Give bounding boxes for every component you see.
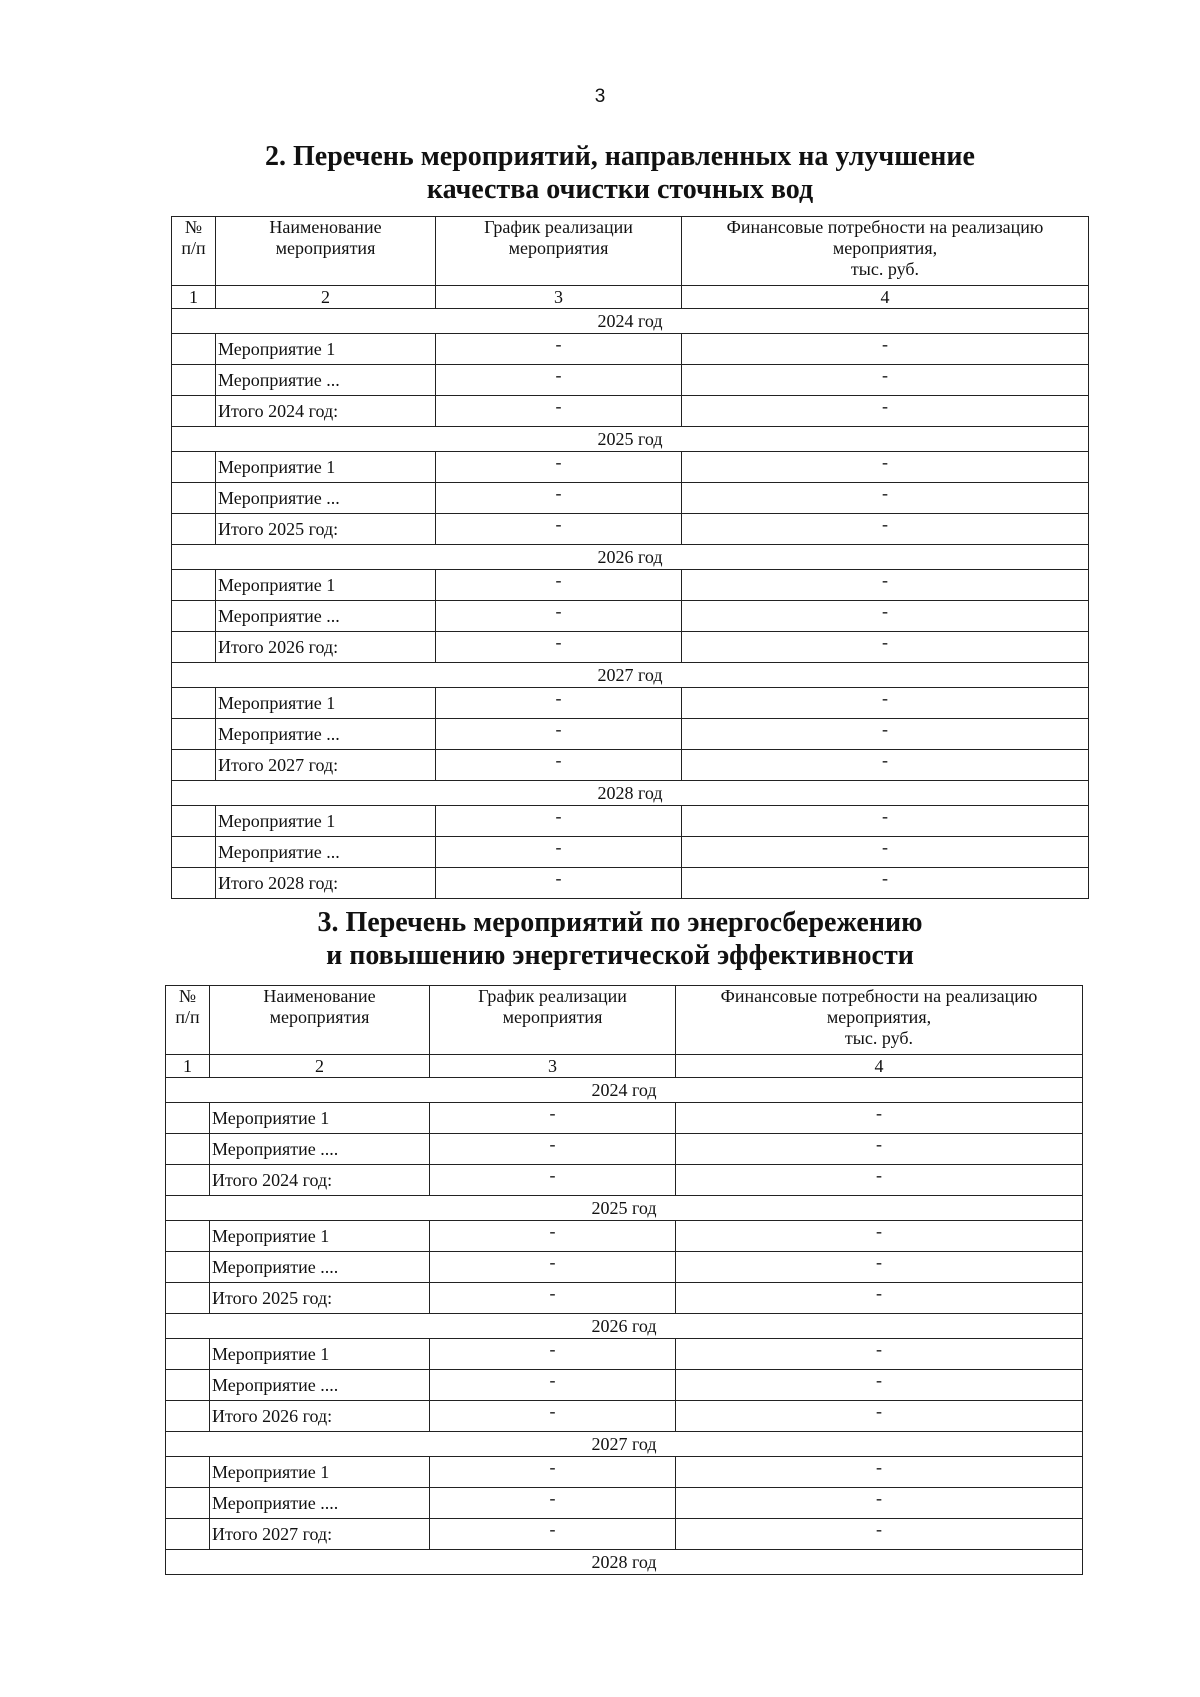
column-header-line: мероприятия,	[832, 238, 938, 258]
column-header-line: п/п	[181, 238, 206, 258]
table-row	[166, 1134, 1083, 1165]
measure-name: Мероприятие ...	[216, 483, 436, 514]
measure-name: Мероприятие 1	[216, 806, 436, 837]
row-number	[172, 601, 216, 632]
table-row	[172, 601, 1089, 632]
schedule-value: -	[436, 688, 682, 719]
row-number	[172, 868, 216, 899]
column-header-line: мероприятия	[502, 1007, 603, 1027]
measure-name: Мероприятие 1	[210, 1103, 430, 1134]
column-number: 2	[210, 1055, 430, 1078]
finance-value: -	[676, 1252, 1083, 1283]
column-header-line: Наименование	[269, 217, 382, 237]
column-number: 2	[216, 286, 436, 309]
table-row	[172, 750, 1089, 781]
finance-value: -	[676, 1401, 1083, 1432]
finance-value: -	[676, 1283, 1083, 1314]
section-3-table	[165, 985, 1083, 1575]
row-number	[172, 806, 216, 837]
column-header-line: тыс. руб.	[844, 1028, 914, 1048]
row-number	[166, 1488, 210, 1519]
column-header	[166, 986, 210, 1055]
schedule-value: -	[430, 1401, 676, 1432]
column-header-line: График реализации	[478, 986, 627, 1006]
measure-name: Мероприятие ...	[216, 601, 436, 632]
finance-value: -	[676, 1221, 1083, 1252]
table-row	[166, 1370, 1083, 1401]
measure-name: Итого 2028 год:	[216, 868, 436, 899]
year-label: 2026 год	[166, 1314, 1083, 1339]
section-2-title-line-1: 2. Перечень мероприятий, направленных на улучшение	[265, 141, 975, 172]
table-row	[166, 1103, 1083, 1134]
year-label: 2024 год	[166, 1078, 1083, 1103]
section-3-title-line-2: и повышению энергетической эффективности	[326, 940, 914, 971]
measure-name: Мероприятие 1	[210, 1457, 430, 1488]
column-header-line: График реализации	[484, 217, 633, 237]
row-number	[172, 452, 216, 483]
schedule-value: -	[430, 1103, 676, 1134]
finance-value: -	[676, 1165, 1083, 1196]
finance-value: -	[676, 1103, 1083, 1134]
measure-name: Мероприятие ....	[210, 1134, 430, 1165]
column-header-line: мероприятия	[269, 1007, 370, 1027]
row-number	[166, 1339, 210, 1370]
finance-value: -	[682, 750, 1089, 781]
year-row	[166, 1196, 1083, 1221]
year-row	[172, 663, 1089, 688]
measure-name: Итого 2026 год:	[216, 632, 436, 663]
row-number	[172, 750, 216, 781]
year-label: 2026 год	[172, 545, 1089, 570]
section-2-title-line-2: качества очистки сточных вод	[426, 174, 814, 205]
section-3-title-line-1: 3. Перечень мероприятий по энергосбережению	[317, 907, 923, 938]
column-number: 3	[430, 1055, 676, 1078]
column-number: 1	[172, 286, 216, 309]
year-label: 2025 год	[166, 1196, 1083, 1221]
table-row	[166, 1252, 1083, 1283]
schedule-value: -	[436, 483, 682, 514]
finance-value: -	[682, 483, 1089, 514]
schedule-value: -	[430, 1165, 676, 1196]
row-number	[172, 719, 216, 750]
row-number	[172, 483, 216, 514]
schedule-value: -	[436, 719, 682, 750]
measure-name: Мероприятие ....	[210, 1252, 430, 1283]
schedule-value: -	[436, 632, 682, 663]
column-header-line: Финансовые потребности на реализацию	[720, 986, 1038, 1006]
row-number	[172, 570, 216, 601]
column-number: 1	[166, 1055, 210, 1078]
measure-name: Мероприятие 1	[216, 570, 436, 601]
schedule-value: -	[430, 1519, 676, 1550]
finance-value: -	[676, 1339, 1083, 1370]
measure-name: Итого 2027 год:	[216, 750, 436, 781]
table-row	[166, 1488, 1083, 1519]
year-row	[172, 309, 1089, 334]
row-number	[166, 1370, 210, 1401]
column-number: 4	[676, 1055, 1083, 1078]
year-label: 2028 год	[166, 1550, 1083, 1575]
schedule-value: -	[430, 1221, 676, 1252]
schedule-value: -	[430, 1370, 676, 1401]
finance-value: -	[682, 719, 1089, 750]
schedule-value: -	[436, 601, 682, 632]
row-number	[172, 365, 216, 396]
table-row	[172, 514, 1089, 545]
column-header	[216, 217, 436, 286]
row-number	[166, 1519, 210, 1550]
schedule-value: -	[436, 868, 682, 899]
table-row	[166, 1339, 1083, 1370]
table-row	[166, 1401, 1083, 1432]
year-row	[166, 1078, 1083, 1103]
column-header-line: мероприятия	[275, 238, 376, 258]
finance-value: -	[682, 688, 1089, 719]
row-number	[172, 514, 216, 545]
finance-value: -	[682, 837, 1089, 868]
table-row	[172, 483, 1089, 514]
finance-value: -	[676, 1134, 1083, 1165]
table-row	[172, 688, 1089, 719]
table-row	[166, 1165, 1083, 1196]
measure-name: Мероприятие 1	[210, 1339, 430, 1370]
measure-name: Итого 2027 год:	[210, 1519, 430, 1550]
measure-name: Мероприятие ....	[210, 1488, 430, 1519]
table-row	[172, 837, 1089, 868]
row-number	[166, 1103, 210, 1134]
column-number: 3	[436, 286, 682, 309]
table-row	[172, 570, 1089, 601]
finance-value: -	[682, 806, 1089, 837]
row-number	[166, 1252, 210, 1283]
row-number	[166, 1457, 210, 1488]
column-number-row	[172, 286, 1089, 309]
column-number-row	[166, 1055, 1083, 1078]
table-row	[172, 365, 1089, 396]
finance-value: -	[682, 396, 1089, 427]
finance-value: -	[682, 452, 1089, 483]
finance-value: -	[676, 1519, 1083, 1550]
table-row	[172, 334, 1089, 365]
row-number	[172, 632, 216, 663]
header-row	[172, 217, 1089, 286]
year-label: 2027 год	[166, 1432, 1083, 1457]
measure-name: Итого 2025 год:	[210, 1283, 430, 1314]
table-row	[166, 1457, 1083, 1488]
schedule-value: -	[430, 1339, 676, 1370]
section-2-table	[171, 216, 1089, 899]
schedule-value: -	[430, 1488, 676, 1519]
schedule-value: -	[436, 806, 682, 837]
measure-name: Итого 2026 год:	[210, 1401, 430, 1432]
header-row	[166, 986, 1083, 1055]
row-number	[172, 837, 216, 868]
finance-value: -	[682, 365, 1089, 396]
finance-value: -	[682, 514, 1089, 545]
row-number	[166, 1401, 210, 1432]
measure-name: Мероприятие 1	[216, 452, 436, 483]
column-header	[436, 217, 682, 286]
measure-name: Мероприятие 1	[216, 334, 436, 365]
year-row	[166, 1550, 1083, 1575]
measure-name: Мероприятие ...	[216, 837, 436, 868]
row-number	[166, 1165, 210, 1196]
row-number	[172, 334, 216, 365]
row-number	[166, 1134, 210, 1165]
schedule-value: -	[430, 1252, 676, 1283]
column-header	[430, 986, 676, 1055]
finance-value: -	[682, 570, 1089, 601]
column-header-line: мероприятия,	[826, 1007, 932, 1027]
finance-value: -	[682, 601, 1089, 632]
schedule-value: -	[436, 334, 682, 365]
table-row	[172, 452, 1089, 483]
schedule-value: -	[436, 452, 682, 483]
column-number: 4	[682, 286, 1089, 309]
column-header	[172, 217, 216, 286]
measure-name: Мероприятие ...	[216, 719, 436, 750]
year-label: 2027 год	[172, 663, 1089, 688]
year-row	[166, 1314, 1083, 1339]
finance-value: -	[676, 1457, 1083, 1488]
measure-name: Итого 2024 год:	[210, 1165, 430, 1196]
year-row	[172, 545, 1089, 570]
table-row	[172, 396, 1089, 427]
finance-value: -	[682, 334, 1089, 365]
table-row	[166, 1221, 1083, 1252]
schedule-value: -	[436, 514, 682, 545]
section-3-title	[150, 906, 1090, 972]
schedule-value: -	[436, 837, 682, 868]
finance-value: -	[676, 1488, 1083, 1519]
year-row	[172, 781, 1089, 806]
row-number	[172, 396, 216, 427]
schedule-value: -	[436, 396, 682, 427]
table-row	[172, 719, 1089, 750]
year-row	[172, 427, 1089, 452]
table-row	[172, 632, 1089, 663]
table-row	[166, 1283, 1083, 1314]
finance-value: -	[682, 632, 1089, 663]
table-row	[166, 1519, 1083, 1550]
column-header	[210, 986, 430, 1055]
column-header	[682, 217, 1089, 286]
schedule-value: -	[436, 570, 682, 601]
year-label: 2028 год	[172, 781, 1089, 806]
column-header-line: Финансовые потребности на реализацию	[726, 217, 1044, 237]
column-header-line: п/п	[175, 1007, 200, 1027]
schedule-value: -	[430, 1457, 676, 1488]
column-header-line: №	[184, 217, 203, 237]
table-row	[172, 806, 1089, 837]
measure-name: Итого 2024 год:	[216, 396, 436, 427]
row-number	[166, 1221, 210, 1252]
schedule-value: -	[436, 365, 682, 396]
column-header-line: тыс. руб.	[850, 259, 920, 279]
schedule-value: -	[430, 1283, 676, 1314]
year-row	[166, 1432, 1083, 1457]
schedule-value: -	[436, 750, 682, 781]
finance-value: -	[682, 868, 1089, 899]
section-2-title	[150, 140, 1090, 206]
schedule-value: -	[430, 1134, 676, 1165]
measure-name: Мероприятие 1	[216, 688, 436, 719]
row-number	[166, 1283, 210, 1314]
column-header-line: Наименование	[263, 986, 376, 1006]
page-number: 3	[594, 86, 606, 107]
year-label: 2025 год	[172, 427, 1089, 452]
finance-value: -	[676, 1370, 1083, 1401]
measure-name: Итого 2025 год:	[216, 514, 436, 545]
row-number	[172, 688, 216, 719]
column-header-line: мероприятия	[508, 238, 609, 258]
table-row	[172, 868, 1089, 899]
column-header	[676, 986, 1083, 1055]
measure-name: Мероприятие ...	[216, 365, 436, 396]
measure-name: Мероприятие ....	[210, 1370, 430, 1401]
year-label: 2024 год	[172, 309, 1089, 334]
measure-name: Мероприятие 1	[210, 1221, 430, 1252]
column-header-line: №	[178, 986, 197, 1006]
